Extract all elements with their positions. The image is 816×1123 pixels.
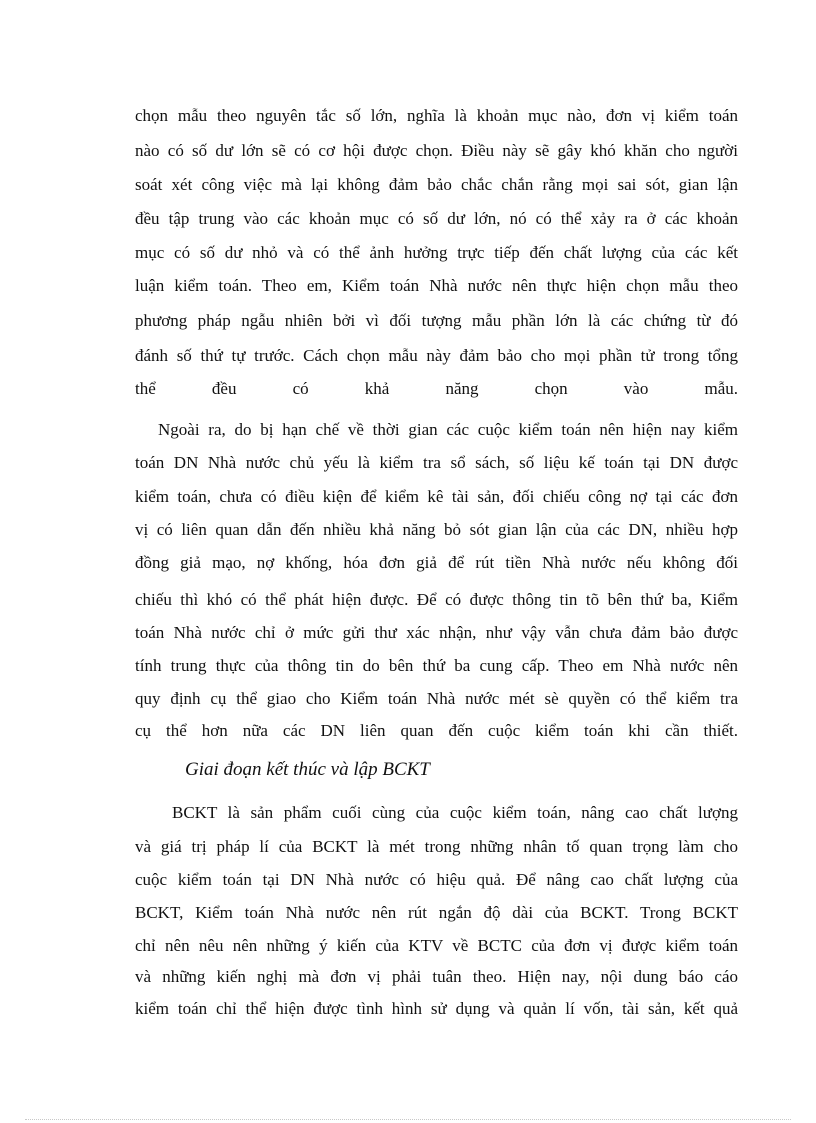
paragraph-line: chiếu thì khó có thể phát hiện được. Để có được thông tin tõ bên thứ ba, Kiểm <box>135 590 738 609</box>
paragraph-line: soát xét công việc mà lại không đảm bảo chắc chắn rằng mọi sai sót, gian lận <box>135 175 738 194</box>
paragraph-line: chọn mẫu theo nguyên tắc số lớn, nghĩa là khoản mục nào, đơn vị kiểm toán <box>135 106 738 125</box>
paragraph-line: cụ thể hơn nữa các DN liên quan đến cuộc kiểm toán khi cần thiết. <box>135 721 738 740</box>
paragraph-line: BCKT, Kiểm toán Nhà nước nên rút ngắn độ dài của BCKT. Trong BCKT <box>135 903 738 922</box>
paragraph-line: cuộc kiểm toán tại DN Nhà nước có hiệu quả. Để nâng cao chất lượng của <box>135 870 738 889</box>
paragraph-line: luận kiểm toán. Theo em, Kiểm toán Nhà nước nên thực hiện chọn mẫu theo <box>135 276 738 295</box>
paragraph-line: đánh số thứ tự trước. Cách chọn mẫu này đảm bảo cho mọi phần tử trong tổng <box>135 346 738 365</box>
paragraph-line: thể đều có khả năng chọn vào mẫu. <box>135 379 738 398</box>
page-bottom-divider <box>25 1119 791 1120</box>
paragraph-line: Ngoài ra, do bị hạn chế về thời gian các cuộc kiểm toán nên hiện nay kiểm <box>158 420 738 439</box>
paragraph-line: BCKT là sản phẩm cuối cùng của cuộc kiểm toán, nâng cao chất lượng <box>172 803 738 822</box>
paragraph-line: đồng giả mạo, nợ khống, hóa đơn giả để rút tiền Nhà nước nếu không đối <box>135 553 738 572</box>
paragraph-line: nào có số dư lớn sẽ có cơ hội được chọn. Điều này sẽ gây khó khăn cho người <box>135 141 738 160</box>
paragraph-line: phương pháp ngẫu nhiên bởi vì đối tượng mẫu phần lớn là các chứng từ đó <box>135 311 738 330</box>
paragraph-line: quy định cụ thể giao cho Kiểm toán Nhà nước mét sè quyền có thể kiểm tra <box>135 689 738 708</box>
paragraph-line: kiểm toán chỉ thể hiện được tình hình sử dụng và quản lí vốn, tài sản, kết quả <box>135 999 738 1018</box>
paragraph-line: toán Nhà nước chỉ ở mức gửi thư xác nhận, như vậy vẫn chưa đảm bảo được <box>135 623 738 642</box>
section-heading: Giai đoạn kết thúc và lập BCKT <box>185 759 430 780</box>
paragraph-line: tính trung thực của thông tin do bên thứ ba cung cấp. Theo em Nhà nước nên <box>135 656 738 675</box>
paragraph-line: toán DN Nhà nước chủ yếu là kiểm tra sổ sách, số liệu kế toán tại DN được <box>135 453 738 472</box>
paragraph-line: và giá trị pháp lí của BCKT là mét trong những nhân tố quan trọng làm cho <box>135 837 738 856</box>
paragraph-line: và những kiến nghị mà đơn vị phải tuân theo. Hiện nay, nội dung báo cáo <box>135 967 738 986</box>
paragraph-line: vị có liên quan dẫn đến nhiều khả năng bỏ sót gian lận của các DN, nhiều hợp <box>135 520 738 539</box>
paragraph-line: kiểm toán, chưa có điều kiện để kiểm kê tài sản, đối chiếu công nợ tại các đơn <box>135 487 738 506</box>
paragraph-line: mục có số dư nhỏ và có thể ảnh hưởng trực tiếp đến chất lượng của các kết <box>135 243 738 262</box>
paragraph-line: đều tập trung vào các khoản mục có số dư lớn, nó có thể xảy ra ở các khoản <box>135 209 738 228</box>
paragraph-line: chỉ nên nêu nên những ý kiến của KTV về BCTC của đơn vị được kiểm toán <box>135 936 738 955</box>
